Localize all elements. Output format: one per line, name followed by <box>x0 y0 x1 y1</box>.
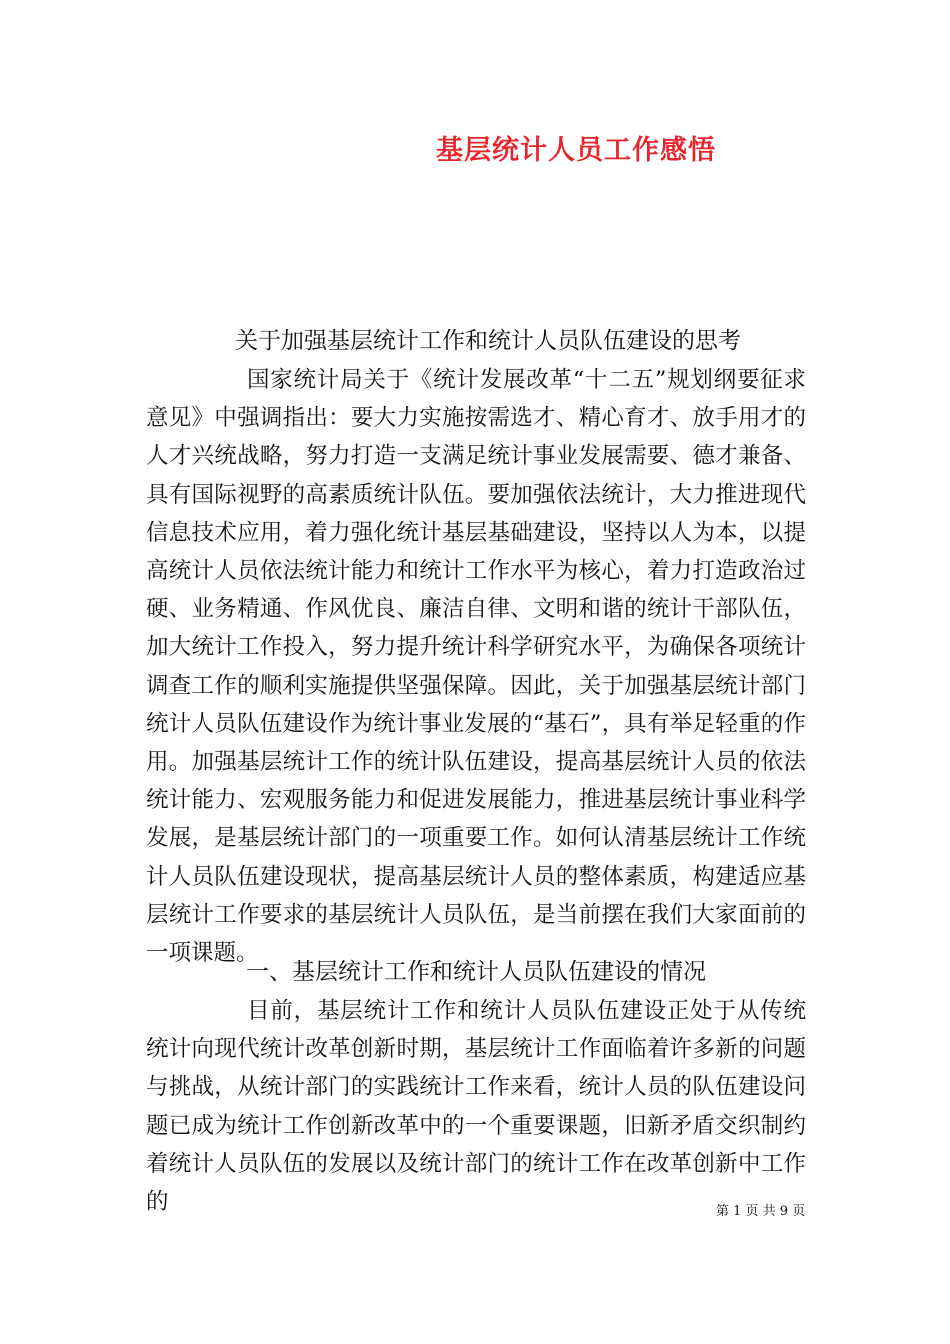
body-paragraph-1: 国家统计局关于《统计发展改革“十二五”规划纲要征求意见》中强调指出：要大力实施按需选才、精心育才、放手用才的人才兴统战略，努力打造一支满足统计事业发展需要、德才兼备、具有国际视野的高素质统计队伍。要加强依法统计，大力推进现代信息技术应用，着力强化统计基层基础建设，坚持以人为本，以提高统计人员依法统计能力和统计工作水平为核心，着力打造政治过硬、业务精通、作风优良、廉洁自律、文明和谐的统计干部队伍，加大统计工作投入，努力提升统计科学研究水平，为确保各项统计调查工作的顺利实施提供坚强保障。因此，关于加强基层统计部门统计人员队伍建设作为统计事业发展的“基石”，具有举足轻重的作用。加强基层统计工作的统计队伍建设，提高基层统计人员的依法统计能力、宏观服务能力和促进发展能力，推进基层统计事业科学发展，是基层统计部门的一项重要工作。如何认清基层统计工作统计人员队伍建设现状，提高基层统计人员的整体素质，构建适应基层统计工作要求的基层统计人员队伍，是当前摆在我们大家面前的一项课题。 <box>146 367 806 967</box>
document-title: 基层统计人员工作感悟 <box>436 135 716 166</box>
body-paragraph-2: 目前，基层统计工作和统计人员队伍建设正处于从传统统计向现代统计改革创新时期，基层统计工作面临着许多新的问题与挑战，从统计部门的实践统计工作来看，统计人员的队伍建设问题已成为统计工作创新改革中的一个重要课题，旧新矛盾交织制约着统计人员队伍的发展以及统计部门的统计工作在改革创新中工作的 <box>146 998 806 1216</box>
section-heading-1: 一、基层统计工作和统计人员队伍建设的情况 <box>246 959 706 985</box>
page-number-footer: 第 1 页 共 9 页 <box>716 1204 806 1219</box>
document-subtitle: 关于加强基层统计工作和统计人员队伍建设的思考 <box>235 328 741 354</box>
